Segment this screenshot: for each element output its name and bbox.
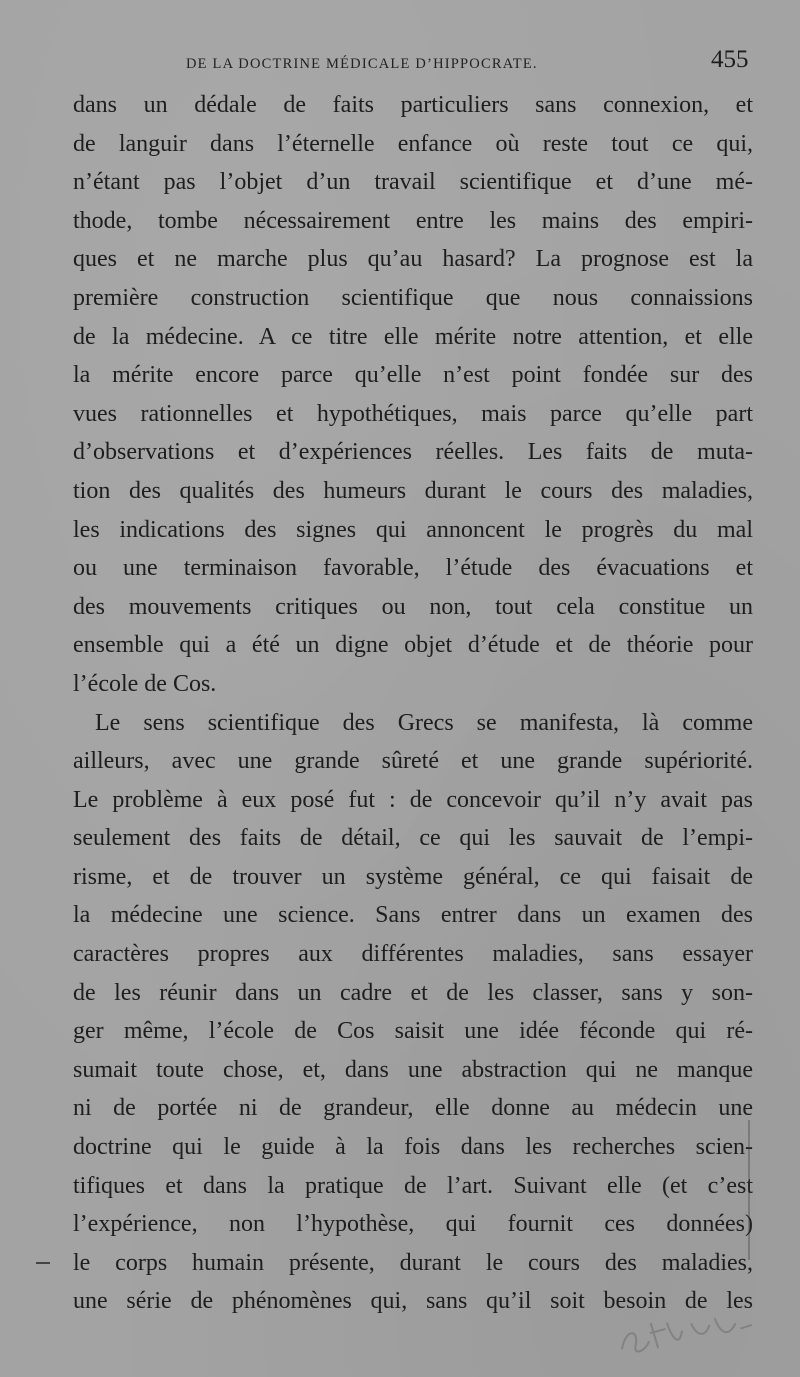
text-line: Le sens scientifique des Grecs se manifesta, là comme: [95, 709, 753, 736]
text-line: l’école de Cos.: [73, 670, 217, 697]
text-line: les indications des signes qui annoncent le progrès du mal: [73, 516, 753, 543]
page-number: 455: [711, 46, 749, 73]
text-line: de les réunir dans un cadre et de les classer, sans y son-: [73, 979, 753, 1006]
paragraph-1: [73, 86, 753, 704]
text-line: l’expérience, non l’hypothèse, qui fournit ces données): [73, 1211, 753, 1238]
text-line: ni de portée ni de grandeur, elle donne au médecin une: [73, 1095, 753, 1122]
text-line: ailleurs, avec une grande sûreté et une grande supériorité.: [73, 748, 753, 775]
text-line: d’observations et d’expériences réelles. Les faits de muta-: [73, 439, 753, 466]
text-line: seulement des faits de détail, ce qui les sauvait de l’empi-: [73, 825, 753, 852]
text-line: tion des qualités des humeurs durant le cours des maladies,: [73, 477, 753, 504]
text-line: dans un dédale de faits particuliers sans connexion, et: [73, 92, 753, 118]
paragraph-2: [73, 704, 753, 1322]
text-line: tifiques et dans la pratique de l’art. Suivant elle (et c’est: [73, 1172, 753, 1199]
text-line: première construction scientifique que nous connaissions: [73, 284, 753, 311]
text-line: sumait toute chose, et, dans une abstraction qui ne manque: [73, 1056, 753, 1083]
text-line: thode, tombe nécessairement entre les mains des empiri-: [73, 207, 753, 234]
text-line: le corps humain présente, durant le cours des maladies,: [73, 1249, 753, 1276]
text-line: une série de phénomènes qui, sans qu’il soit besoin de les: [73, 1288, 753, 1315]
margin-mark: [36, 1262, 50, 1264]
text-line: la médecine une science. Sans entrer dans un examen des: [73, 902, 753, 929]
running-title: DE LA DOCTRINE MÉDICALE D’HIPPOCRATE.: [186, 56, 538, 72]
body-text: [73, 86, 753, 1321]
text-line: de la médecine. A ce titre elle mérite notre attention, et elle: [73, 323, 753, 350]
text-line: caractères propres aux différentes maladies, sans essayer: [73, 941, 753, 968]
text-line: ger même, l’école de Cos saisit une idée féconde qui ré-: [73, 1018, 753, 1045]
text-line: de languir dans l’éternelle enfance où reste tout ce qui,: [73, 130, 753, 157]
text-line: doctrine qui le guide à la fois dans les recherches scien-: [73, 1134, 753, 1161]
text-line: vues rationnelles et hypothétiques, mais parce qu’elle part: [73, 400, 753, 427]
text-line: ques et ne marche plus qu’au hasard? La prognose est la: [73, 246, 753, 273]
text-line: n’étant pas l’objet d’un travail scientifique et d’une mé-: [73, 169, 753, 196]
text-line: ou une terminaison favorable, l’étude des évacuations et: [73, 555, 753, 582]
text-line: des mouvements critiques ou non, tout cela constitue un: [73, 593, 753, 620]
running-head: [0, 46, 800, 86]
text-line: la mérite encore parce qu’elle n’est point fondée sur des: [73, 362, 753, 389]
text-line: risme, et de trouver un système général, ce qui faisait de: [73, 863, 753, 890]
text-line: ensemble qui a été un digne objet d’étude et de théorie pour: [73, 632, 753, 659]
margin-pencil-line: [748, 1120, 750, 1260]
text-line: Le problème à eux posé fut : de concevoir qu’il n’y avait pas: [73, 786, 753, 813]
